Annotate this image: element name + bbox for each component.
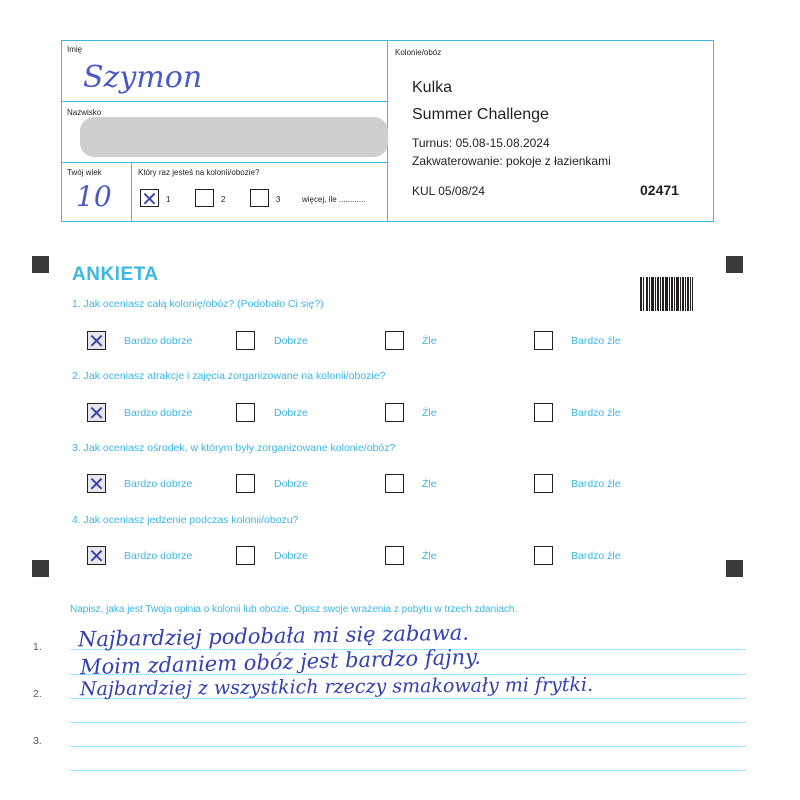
registration-mark-icon bbox=[32, 256, 49, 273]
rating-checkbox[interactable] bbox=[87, 472, 106, 496]
rating-option-label: Źle bbox=[422, 478, 437, 490]
opinion-prompt: Napisz, jaka jest Twoja opinia o kolonii lub obozie. Opisz swoje wrażenia z pobytu w trzech zdaniach. bbox=[70, 604, 518, 615]
line-number: 3. bbox=[33, 735, 42, 747]
x-check-icon: ✕ bbox=[88, 472, 105, 496]
rating-option-label: Źle bbox=[422, 335, 437, 347]
rating-option-label: Źle bbox=[422, 407, 437, 419]
camp-program: Summer Challenge bbox=[412, 106, 549, 123]
rating-checkbox[interactable] bbox=[236, 474, 255, 493]
survey-question: 3. Jak oceniasz ośrodek, w którym były zorganizowane kolonie/obóz? bbox=[72, 442, 396, 454]
rating-checkbox[interactable] bbox=[534, 474, 553, 493]
rating-checkbox[interactable] bbox=[236, 331, 255, 350]
rating-option-label: Bardzo dobrze bbox=[124, 335, 193, 347]
rating-option-label: Bardzo dobrze bbox=[124, 478, 193, 490]
rating-option-label: Dobrze bbox=[274, 550, 308, 562]
rating-option-label: Bardzo źle bbox=[571, 550, 621, 562]
rating-checkbox[interactable] bbox=[385, 403, 404, 422]
rating-checkbox[interactable] bbox=[236, 403, 255, 422]
age-value[interactable]: 10 bbox=[76, 180, 112, 213]
handwritten-answer[interactable]: Moim zdaniem obóz jest bardzo fajny. bbox=[79, 644, 482, 680]
times-checkbox-1[interactable] bbox=[140, 187, 159, 211]
surname-label: Nazwisko bbox=[67, 108, 102, 117]
rating-checkbox[interactable] bbox=[385, 331, 404, 350]
handwritten-answer[interactable]: Najbardziej podobała mi się zabawa. bbox=[77, 620, 470, 652]
survey-question: 1. Jak oceniasz całą kolonię/obóz? (Podobało Ci się?) bbox=[72, 298, 324, 310]
survey-title: ANKIETA bbox=[72, 264, 159, 285]
registration-mark-icon bbox=[32, 560, 49, 577]
rating-option-label: Bardzo źle bbox=[571, 407, 621, 419]
x-check-icon: ✕ bbox=[88, 544, 105, 568]
times-option-label: 2 bbox=[221, 195, 226, 204]
writing-line bbox=[70, 722, 745, 723]
rating-checkbox[interactable] bbox=[385, 474, 404, 493]
line-number: 2. bbox=[33, 688, 42, 700]
x-check-icon: ✕ bbox=[88, 329, 105, 353]
times-checkbox-3[interactable] bbox=[250, 189, 269, 207]
camp-name: Kulka bbox=[412, 79, 453, 96]
accommodation: Zakwaterowanie: pokoje z łazienkami bbox=[412, 154, 611, 168]
rating-option-label: Bardzo źle bbox=[571, 335, 621, 347]
surname-redaction bbox=[80, 117, 388, 157]
times-option-label: 3 bbox=[276, 195, 281, 204]
rating-checkbox[interactable] bbox=[534, 331, 553, 350]
registration-mark-icon bbox=[726, 560, 743, 577]
rating-checkbox[interactable] bbox=[385, 546, 404, 565]
registration-mark-icon bbox=[726, 256, 743, 273]
camp-label: Kolonie/obóz bbox=[395, 48, 442, 57]
rating-option-label: Bardzo źle bbox=[571, 478, 621, 490]
rating-option-label: Źle bbox=[422, 550, 437, 562]
rating-option-label: Dobrze bbox=[274, 407, 308, 419]
times-label: Który raz jesteś na kolonii/obozie? bbox=[138, 168, 260, 177]
turnus-dates: Turnus: 05.08-15.08.2024 bbox=[412, 136, 550, 150]
rating-checkbox[interactable] bbox=[236, 546, 255, 565]
form-number: 02471 bbox=[640, 182, 679, 198]
divider bbox=[61, 162, 388, 163]
rating-checkbox[interactable] bbox=[87, 544, 106, 568]
times-option-label: 1 bbox=[166, 195, 171, 204]
rating-checkbox[interactable] bbox=[534, 546, 553, 565]
survey-question: 2. Jak oceniasz atrakcje i zajęcia zorganizowane na kolonii/obozie? bbox=[72, 370, 386, 382]
handwritten-answer[interactable]: Najbardziej z wszystkich rzeczy smakowały mi frytki. bbox=[79, 673, 594, 701]
x-check-icon: ✕ bbox=[88, 401, 105, 425]
divider bbox=[131, 162, 132, 222]
survey-question: 4. Jak oceniasz jedzenie podczas kolonii/obozu? bbox=[72, 514, 299, 526]
camp-code: KUL 05/08/24 bbox=[412, 184, 485, 198]
writing-line bbox=[70, 770, 745, 771]
rating-checkbox[interactable] bbox=[534, 403, 553, 422]
rating-checkbox[interactable] bbox=[87, 401, 106, 425]
x-check-icon: ✕ bbox=[141, 187, 158, 211]
rating-option-label: Bardzo dobrze bbox=[124, 407, 193, 419]
rating-option-label: Dobrze bbox=[274, 478, 308, 490]
name-label: Imię bbox=[67, 45, 83, 54]
rating-option-label: Bardzo dobrze bbox=[124, 550, 193, 562]
barcode-icon bbox=[640, 277, 693, 311]
times-checkbox-2[interactable] bbox=[195, 189, 214, 207]
rating-option-label: Dobrze bbox=[274, 335, 308, 347]
divider bbox=[61, 101, 388, 102]
name-value[interactable]: Szymon bbox=[83, 60, 203, 95]
line-number: 1. bbox=[33, 641, 42, 653]
age-label: Twój wiek bbox=[67, 168, 102, 177]
rating-checkbox[interactable] bbox=[87, 329, 106, 353]
writing-line bbox=[70, 746, 745, 747]
times-more-field[interactable]: więcej, ile ............ bbox=[302, 195, 366, 204]
